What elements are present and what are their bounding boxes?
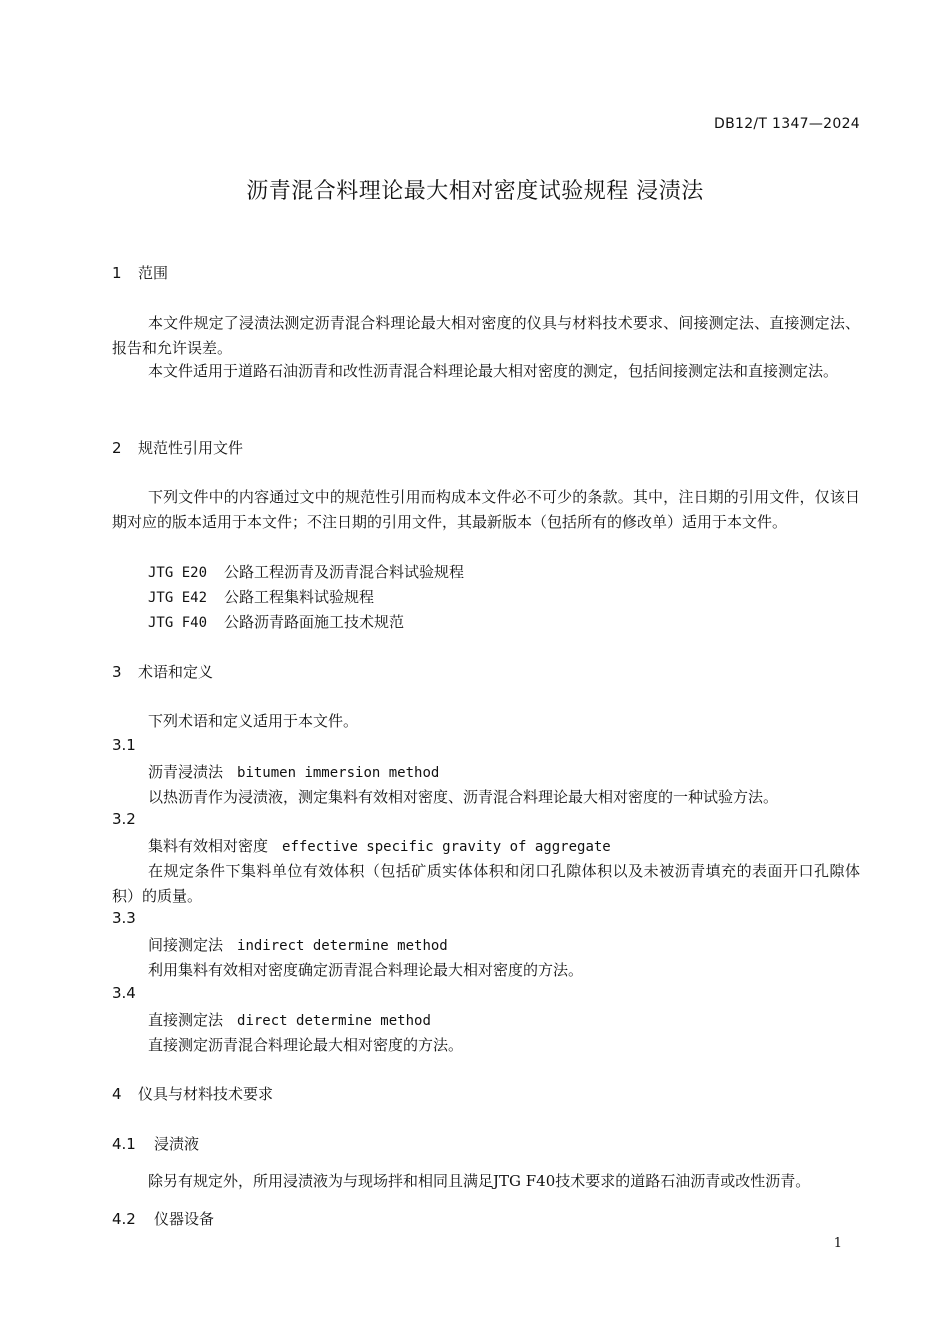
reference-code: JTG F40	[148, 615, 208, 631]
section-title: 规范性引用文件	[138, 439, 244, 457]
paragraph: 下列术语和定义适用于本文件。	[148, 712, 359, 730]
reference-code: JTG E42	[148, 590, 208, 606]
paragraph: 本文件适用于道路石油沥青和改性沥青混合料理论最大相对密度的测定，包括间接测定法和直接测定法。	[148, 362, 839, 380]
reference-item	[148, 561, 464, 582]
section-number: 2	[112, 439, 122, 457]
term-definition: 利用集料有效相对密度确定沥青混合料理论最大相对密度的方法。	[148, 961, 584, 979]
section-1-heading	[112, 262, 168, 283]
term-entry	[148, 1009, 431, 1030]
reference-item	[148, 586, 374, 607]
reference-title: 公路工程沥青及沥青混合料试验规程	[224, 563, 465, 581]
term-entry	[148, 934, 448, 955]
subsection-4-1-heading	[112, 1133, 199, 1154]
term-zh: 直接测定法	[148, 1011, 224, 1029]
document-title: 沥青混合料理论最大相对密度试验规程 浸渍法	[246, 179, 704, 204]
term-en: bitumen immersion method	[237, 765, 440, 781]
term-number: 3.3	[112, 909, 136, 927]
term-definition: 以热沥青作为浸渍液，测定集料有效相对密度、沥青混合料理论最大相对密度的一种试验方法。	[148, 788, 779, 806]
section-4-heading	[112, 1083, 273, 1104]
paragraph: 本文件规定了浸渍法测定沥青混合料理论最大相对密度的仪具与材料技术要求、间接测定法、直接测定法、报告和允许误差。	[112, 314, 860, 357]
term-number: 3.2	[112, 810, 136, 828]
term-entry	[148, 835, 611, 856]
reference-code: JTG E20	[148, 565, 208, 581]
term-en: effective specific gravity of aggregate	[282, 839, 611, 855]
term-entry	[148, 761, 439, 782]
reference-title: 公路工程集料试验规程	[224, 588, 375, 606]
section-number: 4	[112, 1085, 122, 1103]
section-3-heading	[112, 661, 213, 682]
paragraph: 下列文件中的内容通过文中的规范性引用而构成本文件必不可少的条款。其中，注日期的引用文件，仅该日期对应的版本适用于本文件；不注日期的引用文件，其最新版本（包括所有的修改单）适用于本文件。	[112, 488, 860, 531]
subsection-title: 仪器设备	[154, 1210, 215, 1228]
section-title: 范围	[138, 264, 169, 282]
section-2-heading	[112, 437, 243, 458]
term-number: 3.1	[112, 736, 136, 754]
reference-title: 公路沥青路面施工技术规范	[224, 613, 405, 631]
section-number: 1	[112, 264, 122, 282]
page-number: 1	[833, 1236, 842, 1251]
subsection-number: 4.2	[112, 1210, 136, 1228]
term-en: indirect determine method	[237, 938, 448, 954]
term-definition: 在规定条件下集料单位有效体积（包括矿质实体体积和闭口孔隙体积以及未被沥青填充的表面开口孔隙体积）的质量。	[112, 862, 860, 905]
subsection-4-2-heading	[112, 1208, 214, 1229]
subsection-title: 浸渍液	[154, 1135, 200, 1153]
section-number: 3	[112, 663, 122, 681]
paragraph: 除另有规定外，所用浸渍液为与现场拌和相同且满足JTG F40技术要求的道路石油沥青或改性沥青。	[148, 1172, 811, 1190]
document-number: DB12/T 1347—2024	[714, 116, 860, 132]
term-definition: 直接测定沥青混合料理论最大相对密度的方法。	[148, 1036, 464, 1054]
section-title: 术语和定义	[138, 663, 214, 681]
subsection-number: 4.1	[112, 1135, 136, 1153]
reference-item	[148, 611, 404, 632]
term-en: direct determine method	[237, 1013, 431, 1029]
term-zh: 集料有效相对密度	[148, 837, 269, 855]
term-zh: 间接测定法	[148, 936, 224, 954]
section-title: 仪具与材料技术要求	[138, 1085, 274, 1103]
term-zh: 沥青浸渍法	[148, 763, 224, 781]
term-number: 3.4	[112, 984, 136, 1002]
